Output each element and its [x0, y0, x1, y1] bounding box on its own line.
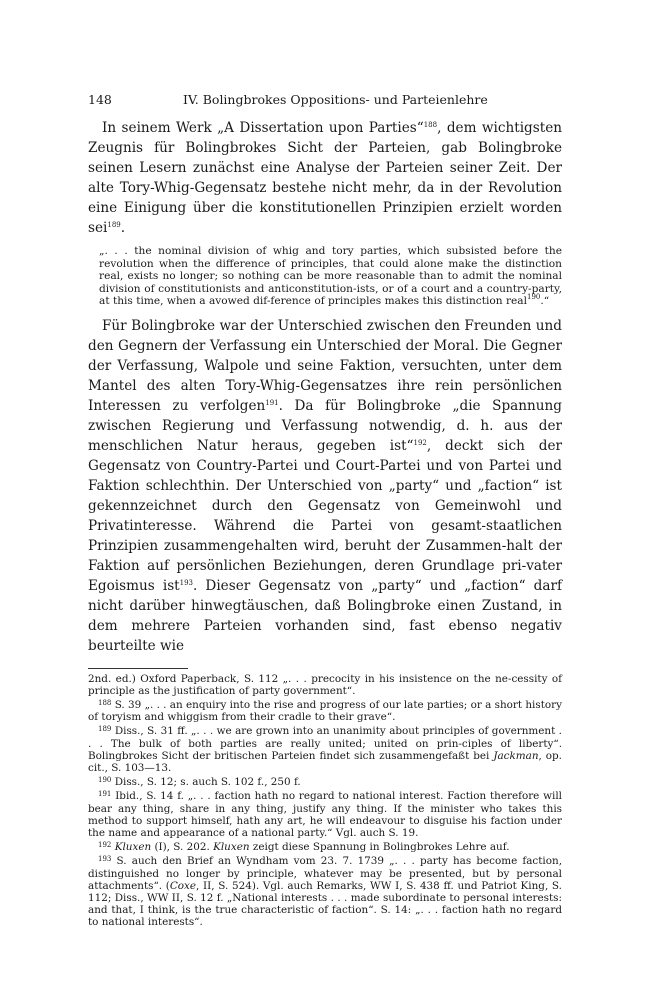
footnote-text: Diss., S. 12; s. auch S. 102 f., 250 f.	[114, 776, 301, 789]
paragraph-text: .	[120, 220, 126, 236]
footnote-continuation: 2nd. ed.) Oxford Paperback, S. 112 „. . . precocity in his insistence on the ne-cessity of principle as the justification of party government“.	[88, 672, 562, 697]
running-title: IV. Bolingbrokes Oppositions- und Parteienlehre	[183, 92, 488, 107]
footnote-190	[88, 774, 562, 788]
paragraph-text: In seinem Werk „A Dissertation upon Parties“	[102, 120, 424, 136]
footnotes	[88, 673, 562, 929]
footnote-text: Ibid., S. 14 f. „. . . faction hath no regard to national interest. Faction therefore will bear any thing, share in any thing, justify any thing. If the minister who takes this method to support himself, hath any art, he will endeavour to disguise his faction under the name and appearance of a national party.“ Vgl. auch S. 19.	[88, 790, 562, 839]
footnote-text: S. 39 „. . . an enquiry into the rise and progress of our late parties; or a short history of toryism and whiggism from their cradle to their grave“.	[88, 698, 562, 724]
footnote-text: Diss., S. 31 ff. „. . . we are grown into an unanimity about principles of government . . . The bulk of both parties are really united; united on prin-ciples of liberty“. Bolingbrokes Sicht der britischen Parteien findet sich zusammengefaßt bei	[88, 725, 562, 762]
footnote-number: 189	[98, 725, 112, 734]
paragraph-text: , dem wichtigsten Zeugnis für Bolingbrokes Sicht der Parteien, gab Bolingbroke seinen Lesern zunächst eine Analyse der Parteien seiner Zeit. Der alte Tory-Whig-Gegensatz bestehe nicht mehr, da in der Revolution eine Einigung über die konstitutionellen Prinzipien erzielt worden sei	[88, 120, 562, 236]
footnote-193	[88, 853, 562, 928]
footnote-number: 188	[98, 698, 112, 707]
footnote-number: 190	[98, 776, 112, 785]
author-name: Kluxen	[213, 841, 250, 854]
footnote-191	[88, 788, 562, 839]
paragraph-1	[88, 118, 562, 238]
footnote-number: 191	[98, 790, 112, 799]
running-header	[88, 92, 562, 112]
main-text	[88, 118, 562, 656]
footnote-ref-190: 190	[527, 293, 541, 301]
footnote-text: zeigt diese Spannung in Bolingbrokes Lehre auf.	[249, 841, 510, 854]
footnote-ref-189: 189	[107, 221, 121, 229]
footnote-number: 192	[98, 841, 112, 850]
author-name: Kluxen	[114, 841, 152, 854]
paragraph-text: . Dieser Gegensatz von „party“ und „faction“ darf nicht darüber hinwegtäuschen, daß Bolingbroke einen Zustand, in dem mehrere Parteien vorhanden sind, fast ebenso negativ beurteilte wie	[88, 577, 562, 654]
footnote-ref-188: 188	[423, 121, 438, 129]
book-page	[88, 92, 562, 929]
footnote-text: , II, S. 524). Vgl. auch Remarks, WW I, S. 438 ff. und Patriot King, S. 112; Diss., WW II, S. 12 f. „National interests . . . made subordinate to personal interests: and that, I think, is the true characteristic of faction“. S. 14: „. . . faction hath no regard to national interests“.	[88, 879, 562, 929]
paragraph-text: . Da für Bolingbroke „die Spannung zwischen Regierung und Verfassung notwendig, d. h. aus der menschlichen Natur heraus, gegeben ist“	[88, 397, 562, 454]
paragraph-2	[88, 316, 562, 656]
quote-text: .“	[540, 295, 550, 307]
page-number: 148	[88, 92, 112, 107]
footnote-text: (I), S. 202.	[151, 841, 214, 854]
quote-text: „. . . the nominal division of whig and tory parties, which subsisted before the revolution when the difference of principles, that could alone make the distinction real, exists no longer; so nothing can be more reasonable than to admit the nominal division of constitutionists and anticonstitution-ists, or of a court and a country-party, at this time, when a avowed dif-ference of principles makes this distinction real	[99, 245, 562, 307]
footnote-text: S. auch den Brief an Wyndham vom 23. 7. 1739 „. . . party has become faction, distinguished no longer by principle, whatever may be presented, but by personal attachments“. (	[88, 855, 562, 892]
paragraph-text: , deckt sich der Gegensatz von Country-Partei und Court-Partei und von Partei und Faktion schlechthin. Der Unterschied von „party“ und „faction“ ist gekennzeichnet durch den Gegensatz von Gemeinwohl und Privatinteresse. Während die Partei von gesamt-staatlichen Prinzipien zusammengehalten wird, beruht der Zusammen-halt der Faktion auf persönlichen Beziehungen, deren Grundlage pri-vater Egoismus ist	[88, 437, 562, 594]
block-quote	[99, 245, 562, 308]
author-name: Coxe	[169, 879, 197, 892]
footnote-ref-193: 193	[179, 578, 194, 587]
footnote-188	[88, 697, 562, 723]
footnote-number: 193	[98, 855, 112, 864]
footnote-divider	[88, 668, 188, 669]
paragraph-text: Für Bolingbroke war der Unterschied zwischen den Freunden und den Gegnern der Verfassung ein Unterschied der Moral. Die Gegner der Verfassung, Walpole und seine Faktion, versuchten, unter dem Mantel des alten Tory-Whig-Gegensatzes ihre rein persönlichen Interessen zu verfolgen	[88, 317, 562, 414]
author-name: Jackman	[493, 749, 539, 762]
footnote-ref-192: 192	[413, 438, 427, 447]
footnote-ref-191: 191	[265, 398, 279, 407]
footnote-189	[88, 723, 562, 774]
footnote-192	[88, 839, 562, 853]
footnote-text: , op. cit., S. 103—13.	[88, 749, 562, 774]
